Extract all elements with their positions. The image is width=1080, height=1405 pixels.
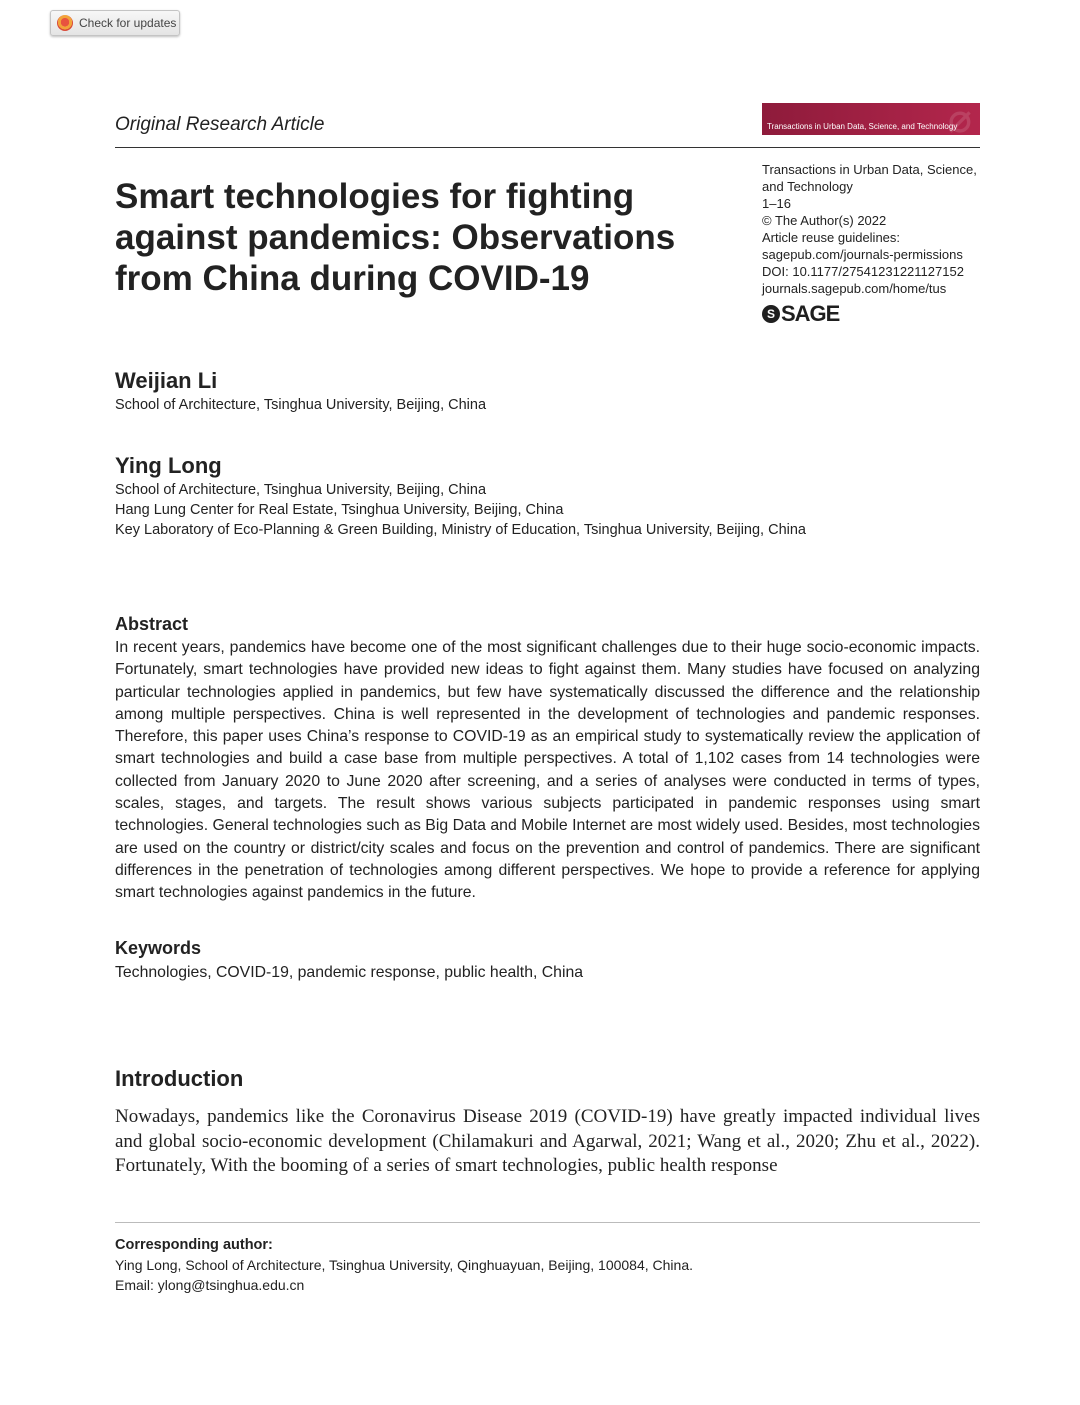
- sage-logo: [762, 301, 839, 327]
- corresponding-author-heading: Corresponding author:: [115, 1237, 273, 1253]
- banner-logo-icon: ⌀: [947, 103, 972, 135]
- corresponding-author-email[interactable]: Email: ylong@tsinghua.edu.cn: [115, 1277, 305, 1293]
- affiliation: School of Architecture, Tsinghua University, Beijing, China: [115, 482, 487, 498]
- author-name-1: Weijian Li: [115, 368, 218, 393]
- permissions-link[interactable]: sagepub.com/journals-permissions: [762, 247, 963, 262]
- crossmark-icon: [57, 15, 73, 31]
- introduction-text: Nowadays, pandemics like the Coronavirus Disease 2019 (COVID-19) have greatly impacted individual lives and global socio-economic development (Chilamakuri and Agarwal, 2021; Wang et al., 2020; Zhu et al., 2022). Fortunately, With the booming of a series of smart technologies, public health response: [115, 1106, 980, 1176]
- author-2-affiliations: [115, 480, 806, 540]
- footnote-divider: [115, 1222, 980, 1223]
- corresponding-author-address: Ying Long, School of Architecture, Tsinghua University, Qinghuayuan, Beijing, 100084, China.: [115, 1257, 693, 1273]
- abstract-heading: Abstract: [115, 614, 189, 634]
- header-divider: [115, 147, 980, 148]
- journal-name-line-1: Transactions in Urban Data, Science,: [762, 162, 977, 177]
- article-type: Original Research Article: [115, 114, 325, 135]
- journal-banner: [762, 103, 980, 135]
- affiliation: School of Architecture, Tsinghua University, Beijing, China: [115, 397, 487, 413]
- journal-info: [762, 161, 984, 297]
- abstract-text: In recent years, pandemics have become one of the most significant challenges due to their huge socio-economic impacts. Fortunately, smart technologies have provided new ideas to fight against them. Many studies have focused on analyzing particular technologies applied in pandemics, but few have systematically discussed the difference and the relationship among multiple perspectives. China is well represented in the development of technologies and pandemic responses. Therefore, this paper uses China’s response to COVID-19 as an empirical study to systematically review the application of smart technologies and build a case base from multiple perspectives. A total of 1,102 cases from 14 technologies were collected from January 2020 to June 2020 after screening, and a series of analyses were conducted in terms of types, scales, stages, and targets. The result shows various subjects participated in pandemic responses using smart technologies. General technologies such as Big Data and Mobile Internet are most widely used. Besides, most technologies are used on the country or district/city scales and focus on the prevention and control of pandemics. There are significant differences in the penetration of technologies among different perspectives. We hope to provide a reference for applying smart technologies against pandemics in the future.: [115, 639, 980, 902]
- check-for-updates-button[interactable]: [50, 10, 180, 36]
- check-for-updates-label: Check for updates: [79, 16, 177, 30]
- page-range: 1–16: [762, 196, 791, 211]
- keywords-text: Technologies, COVID-19, pandemic response, public health, China: [115, 964, 584, 981]
- sage-wordmark: SAGE: [781, 301, 840, 326]
- affiliation: Key Laboratory of Eco-Planning & Green Building, Ministry of Education, Tsinghua University, Beijing, China: [115, 522, 806, 538]
- reuse-guidelines-label: Article reuse guidelines:: [762, 230, 901, 245]
- introduction-heading: Introduction: [115, 1066, 244, 1091]
- title-line-1: Smart technologies for fighting: [115, 177, 635, 216]
- affiliation: Hang Lung Center for Real Estate, Tsinghua University, Beijing, China: [115, 502, 564, 518]
- keywords-heading: Keywords: [115, 938, 202, 958]
- journal-name-line-2: and Technology: [762, 179, 853, 194]
- sage-mark-icon: S: [762, 305, 780, 323]
- journal-banner-text: Transactions in Urban Data, Science, and Technology: [767, 122, 958, 131]
- journal-home-link[interactable]: journals.sagepub.com/home/tus: [762, 281, 947, 296]
- title-line-3: from China during COVID-19: [115, 259, 590, 298]
- doi-link[interactable]: DOI: 10.1177/27541231221127152: [762, 264, 964, 279]
- author-1-affiliations: [115, 395, 486, 415]
- copyright: © The Author(s) 2022: [762, 213, 887, 228]
- article-title: [115, 176, 735, 299]
- title-line-2: against pandemics: Observations: [115, 218, 676, 257]
- author-name-2: Ying Long: [115, 453, 222, 478]
